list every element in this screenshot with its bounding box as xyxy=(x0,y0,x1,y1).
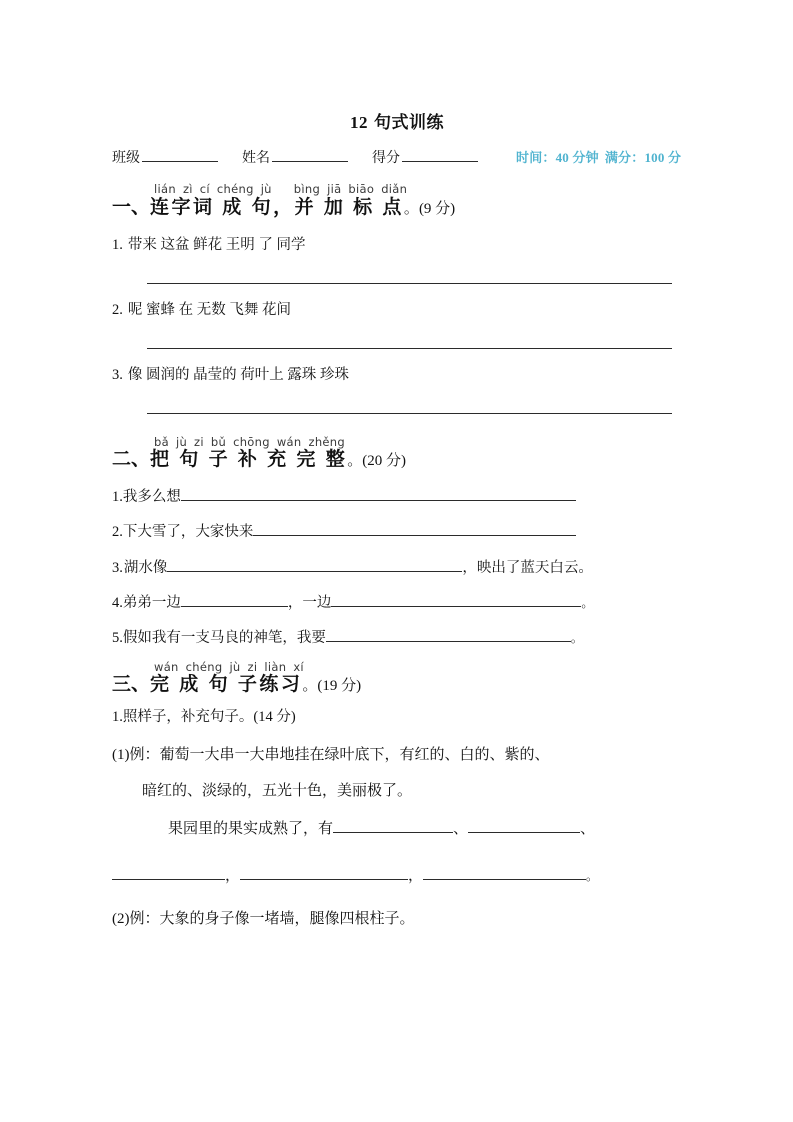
fill-prefix: 果园里的果实成熟了，有 xyxy=(168,821,334,838)
example-one-fill-line-one xyxy=(168,817,682,838)
pinyin-syllable: jù xyxy=(175,434,188,449)
section-one xyxy=(112,183,682,414)
fill-separator: ， xyxy=(408,868,424,885)
section-two-heading xyxy=(112,448,682,472)
fill-blank[interactable] xyxy=(167,557,462,572)
section-one-points: (9 分) xyxy=(418,200,456,217)
pinyin-syllable: bǎ xyxy=(154,434,169,449)
fill-question-item xyxy=(112,486,682,507)
section-three xyxy=(112,661,682,932)
answer-line[interactable] xyxy=(147,348,672,349)
example-text: 大象的身子像一堵墙，腿像四根柱子。 xyxy=(159,911,415,928)
example-two-line-one xyxy=(112,907,682,931)
name-field xyxy=(242,147,350,167)
section-three-title: 完 成 句 子练习 xyxy=(150,674,303,696)
question-end: 。 xyxy=(570,631,583,646)
fill-end: 。 xyxy=(586,869,599,884)
page-title xyxy=(112,108,682,133)
question-number: 2. xyxy=(112,302,123,319)
question-number: 1. xyxy=(112,237,123,254)
section-two-pinyin xyxy=(154,436,682,449)
section-three-period: 。 xyxy=(302,677,318,695)
fill-separator: 、 xyxy=(453,821,469,838)
subquestion-number: 1. xyxy=(112,708,123,725)
pinyin-syllable: liàn xyxy=(264,659,287,674)
question-number: 3. xyxy=(112,559,123,576)
fill-blank[interactable] xyxy=(181,486,576,501)
class-input-blank[interactable] xyxy=(142,148,218,162)
question-text: 呢 蜜蜂 在 无数 飞舞 花间 xyxy=(127,302,291,319)
score-label: 得分 xyxy=(372,151,400,166)
pinyin-syllable: zì xyxy=(182,182,193,196)
pinyin-syllable: wán xyxy=(154,659,179,674)
question-mid: ，一边 xyxy=(287,594,332,611)
question-prefix: 湖水像 xyxy=(123,559,168,576)
question-prefix: 假如我有一支马良的神笔，我要 xyxy=(122,630,326,647)
question-text: 带来 这盆 鲜花 王明 了 同学 xyxy=(127,237,306,254)
exam-meta xyxy=(516,147,681,166)
question-number: 4. xyxy=(112,594,123,611)
section-three-number: 三、 xyxy=(112,674,151,696)
section-two-period: 。 xyxy=(347,452,363,470)
name-input-blank[interactable] xyxy=(272,148,348,162)
fill-blank[interactable] xyxy=(240,865,408,880)
example-one-line-two xyxy=(142,779,682,803)
answer-line[interactable] xyxy=(147,413,672,414)
example-text: 葡萄一大串一大串地挂在绿叶底下，有红的、白的、紫的、 xyxy=(159,747,550,764)
fill-blank[interactable] xyxy=(326,627,571,642)
section-three-heading xyxy=(112,673,682,697)
pinyin-syllable: jù xyxy=(229,659,241,674)
example-label: (2)例： xyxy=(112,911,160,928)
pinyin-syllable: lián xyxy=(154,182,176,196)
section-three-pinyin xyxy=(154,661,682,674)
pinyin-syllable: jù xyxy=(260,182,272,196)
pinyin-syllable: zi xyxy=(194,434,204,449)
fill-blank[interactable] xyxy=(331,592,581,607)
pinyin-syllable: jiā xyxy=(327,182,342,196)
section-one-pinyin xyxy=(154,183,682,196)
pinyin-syllable: biāo xyxy=(348,182,375,196)
answer-line[interactable] xyxy=(147,283,672,284)
section-one-period: 。 xyxy=(403,199,419,217)
example-label: (1)例： xyxy=(112,747,160,764)
fill-separator: ， xyxy=(225,868,241,885)
pinyin-syllable: chéng xyxy=(185,659,223,674)
question-item xyxy=(112,300,682,322)
pinyin-syllable: bìng xyxy=(293,182,321,196)
fill-question-item xyxy=(112,627,682,648)
fill-separator: 、 xyxy=(580,821,596,838)
example-one-line-one xyxy=(112,743,682,767)
question-number: 2. xyxy=(112,524,123,541)
pinyin-syllable: xí xyxy=(293,659,304,674)
fill-blank[interactable] xyxy=(112,865,225,880)
question-number: 5. xyxy=(112,630,123,647)
question-end: 。 xyxy=(581,595,594,610)
total-points-text: 满分：100 分 xyxy=(604,150,682,165)
section-two-title: 把 句 子 补 充 完 整 xyxy=(150,449,348,471)
pinyin-syllable: chéng xyxy=(216,182,254,196)
class-label: 班级 xyxy=(112,151,140,166)
fill-question-item xyxy=(112,521,682,542)
section-two xyxy=(112,436,682,649)
student-info-row xyxy=(112,147,682,167)
page-title-text: 句式训练 xyxy=(374,113,444,132)
section-one-title: 连字词 成 句，并 加 标 点 xyxy=(150,196,404,218)
question-suffix: ，映出了蓝天白云。 xyxy=(462,559,593,576)
question-item xyxy=(112,235,682,257)
question-item xyxy=(112,365,682,387)
subquestion-text: 照样子，补充句子。(14 分) xyxy=(122,708,296,725)
section-one-heading xyxy=(112,196,682,220)
fill-blank[interactable] xyxy=(181,592,288,607)
pinyin-syllable: bǔ xyxy=(210,434,227,449)
fill-question-item xyxy=(112,557,682,578)
question-number: 1. xyxy=(112,489,123,506)
question-prefix: 下大雪了，大家快来 xyxy=(122,524,254,541)
class-field xyxy=(112,147,220,167)
question-prefix: 弟弟一边 xyxy=(122,594,181,611)
section-two-points: (20 分) xyxy=(362,453,406,470)
fill-blank[interactable] xyxy=(423,865,586,880)
pinyin-syllable: wán xyxy=(276,434,302,449)
pinyin-syllable: zi xyxy=(247,659,258,674)
page-content xyxy=(112,0,682,931)
section-two-number: 二、 xyxy=(112,449,151,471)
pinyin-syllable: chōng xyxy=(233,434,270,449)
example-one-fill-line-two xyxy=(112,864,682,885)
pinyin-syllable: zhěng xyxy=(308,434,345,449)
score-input-blank[interactable] xyxy=(402,148,478,162)
section-three-points: (19 分) xyxy=(317,678,362,695)
question-prefix: 我多么想 xyxy=(122,489,181,506)
subquestion-item xyxy=(112,707,682,727)
pinyin-syllable: diǎn xyxy=(381,182,408,196)
fill-blank[interactable] xyxy=(333,818,453,833)
fill-question-item xyxy=(112,592,682,613)
fill-blank[interactable] xyxy=(468,818,580,833)
question-text: 像 圆润的 晶莹的 荷叶上 露珠 珍珠 xyxy=(127,366,349,383)
question-number: 3. xyxy=(112,366,123,383)
fill-blank[interactable] xyxy=(253,521,576,536)
score-field xyxy=(372,147,480,167)
name-label: 姓名 xyxy=(242,151,270,166)
page-title-number: 12 xyxy=(350,113,368,132)
section-one-number: 一、 xyxy=(112,196,151,218)
pinyin-syllable: cí xyxy=(199,182,210,196)
example-text: 暗红的、淡绿的，五光十色，美丽极了。 xyxy=(142,783,413,800)
time-limit-text: 时间：40 分钟 xyxy=(516,150,599,165)
